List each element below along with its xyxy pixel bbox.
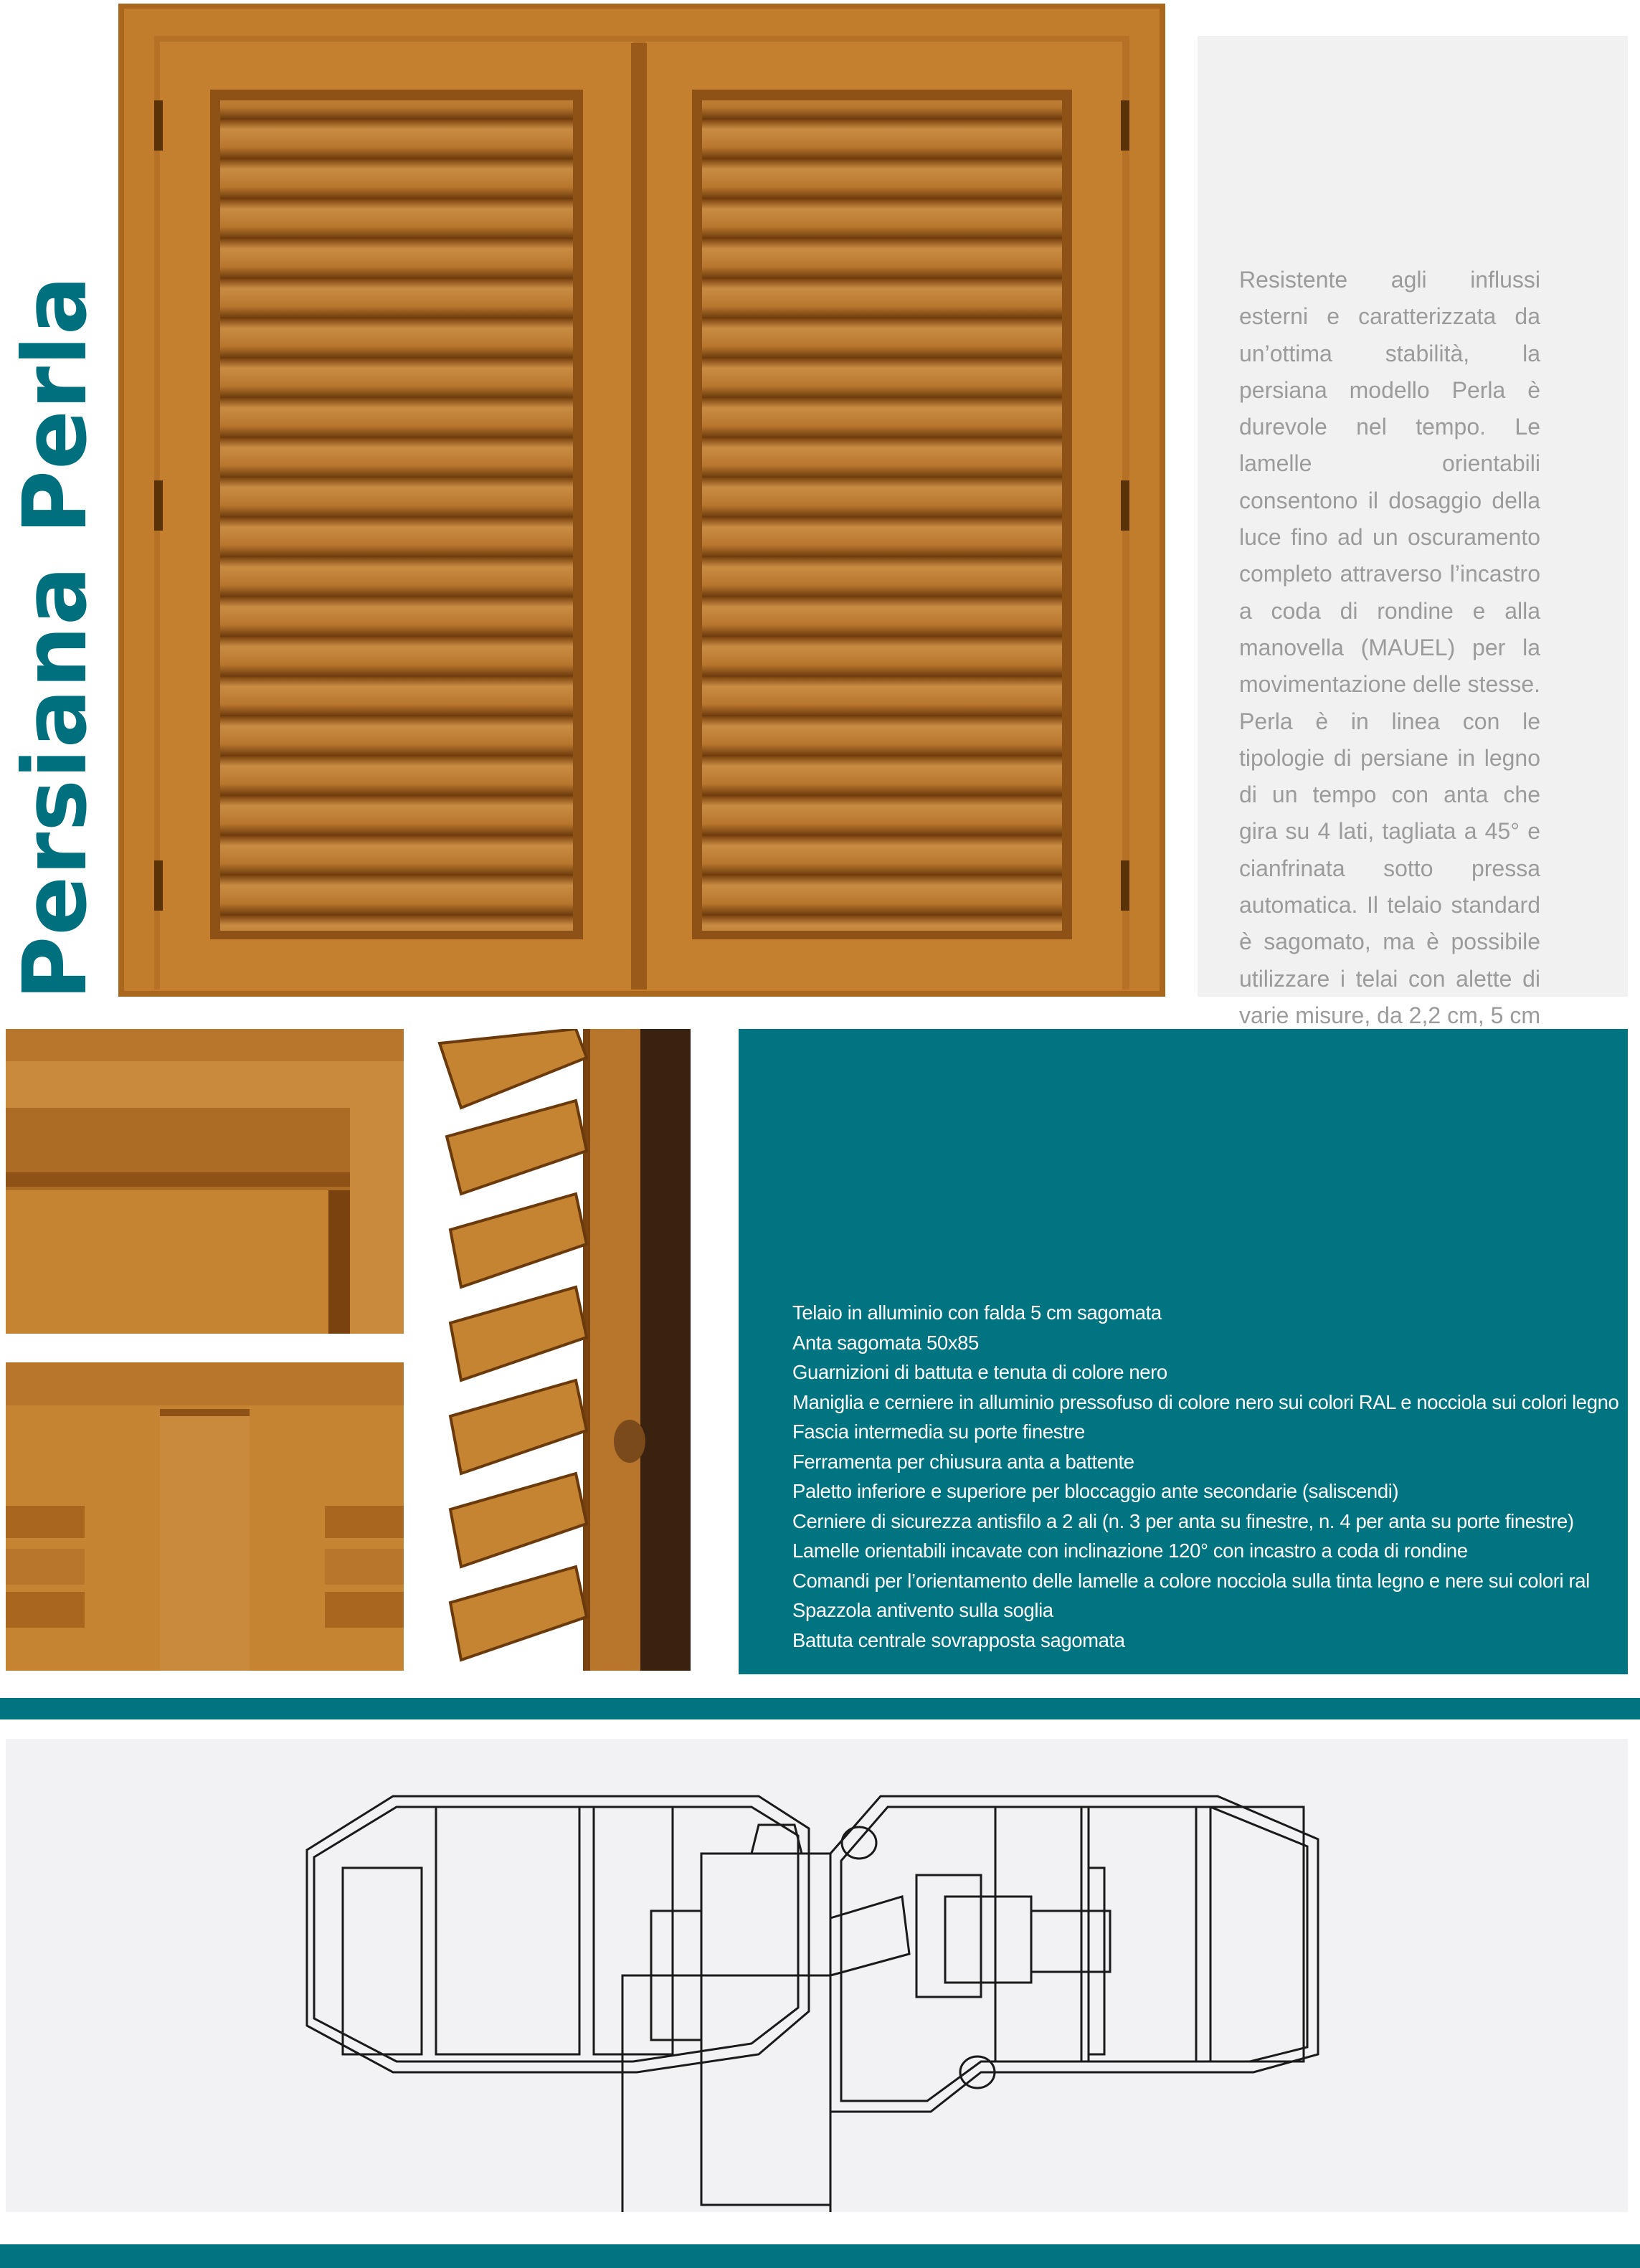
feature-item: Spazzola antivento sulla soglia [792, 1599, 1053, 1621]
feature-item: Telaio in alluminio con falda 5 cm sagomata [792, 1301, 1162, 1324]
detail-photo-junction [6, 1362, 404, 1671]
feature-item: Fascia intermedia su porte finestre [792, 1420, 1085, 1443]
features-panel [739, 1029, 1628, 1674]
feature-item: Battuta centrale sovrapposta sagomata [792, 1628, 1125, 1651]
feature-item: Anta sagomata 50x85 [792, 1331, 979, 1354]
feature-item: Cerniere di sicurezza antisfilo a 2 ali (n. 3 per anta su finestre, n. 4 per anta su porte finestre) [792, 1509, 1574, 1532]
intro-panel [1198, 36, 1628, 1028]
intro-description: Resistente agli influssi esterni e caratterizzata da un’ottima stabilità, la persiana modello Perla è durevole nel tempo. Le lamelle orientabili consentono il dosaggio della luce fino ad un oscuramento completo attraverso l’incastro a coda di rondine e alla manovella (MAUEL) per la movimentazione delle stesse. Perla è in linea con le tipologie di persiane in legno di un tempo con anta che gira su 4 lati, tagliata a 45° e cianfrinata sotto pressa automatica. Il telaio standard è sagomato, ma è possibile utilizzare i telai con alette di varie misure, da 2,2 cm, 5 cm [1239, 267, 1540, 1028]
detail-photo-corner [6, 1029, 404, 1334]
feature-item: Lamelle orientabili incavate con inclinazione 120° con incastro a coda di rondine [792, 1539, 1468, 1562]
features-list [792, 1298, 1618, 1655]
feature-item: Comandi per l’orientamento delle lamelle a colore nocciola sulla tinta legno e nere sui colori ral [792, 1569, 1590, 1592]
feature-item: Ferramenta per chiusura anta a battente [792, 1450, 1134, 1473]
page-title: Persiana Perla [4, 275, 106, 1000]
feature-item: Guarnizioni di battuta e tenuta di colore nero [792, 1361, 1167, 1383]
detail-photo-slats [432, 1029, 705, 1671]
shutter-photo [118, 0, 1169, 1000]
feature-item: Maniglia e cerniere in alluminio pressofuso di colore nero sui colori RAL e nocciola sui colori legno [792, 1390, 1619, 1413]
feature-item: Paletto inferiore e superiore per bloccaggio ante secondarie (saliscendi) [792, 1480, 1399, 1502]
profile-cross-section-drawing [6, 1739, 1628, 2212]
footer-band [0, 2244, 1640, 2268]
profile-section-panel [6, 1739, 1628, 2212]
divider-band [0, 1698, 1640, 1719]
